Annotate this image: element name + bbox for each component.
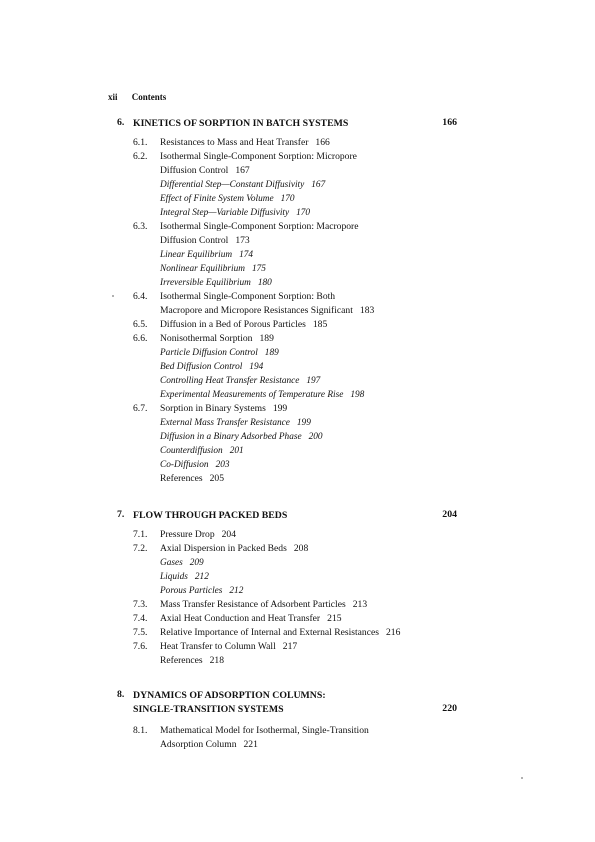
- toc-subentry: Particle Diffusion Control 189: [160, 348, 279, 358]
- toc-subentry: Co-Diffusion 203: [160, 460, 230, 470]
- entry-text: Relative Importance of Internal and External Resistances 216: [160, 627, 401, 638]
- toc-subentry: Nonlinear Equilibrium 175: [160, 264, 266, 274]
- entry-text: Isothermal Single-Component Sorption: Macropore: [160, 221, 359, 232]
- toc-subentry: External Mass Transfer Resistance 199: [160, 418, 311, 428]
- chapter-page: 220: [442, 703, 457, 714]
- entry-number: 6.6.: [133, 333, 148, 344]
- chapter-title: DYNAMICS OF ADSORPTION COLUMNS:: [133, 690, 326, 701]
- toc-subentry: Experimental Measurements of Temperature Rise 198: [160, 390, 365, 400]
- header-title: Contents: [131, 92, 167, 102]
- toc-subentry: Effect of Finite System Volume 170: [160, 194, 295, 204]
- entry-number: 8.1.: [133, 725, 148, 736]
- entry-text-continued: Diffusion Control 167: [160, 165, 250, 176]
- entry-text: Mathematical Model for Isothermal, Single-Transition: [160, 725, 369, 736]
- toc-subentry: Counterdiffusion 201: [160, 446, 244, 456]
- entry-number: 6.2.: [133, 151, 148, 162]
- toc-subentry: Porous Particles 212: [160, 586, 244, 596]
- toc-references: References 205: [160, 473, 225, 484]
- entry-text: Sorption in Binary Systems 199: [160, 403, 288, 414]
- toc-subentry: Controlling Heat Transfer Resistance 197: [160, 376, 321, 386]
- entry-text: Isothermal Single-Component Sorption: Both: [160, 291, 336, 302]
- chapter-number: 6.: [117, 117, 125, 128]
- entry-text-continued: Adsorption Column 221: [160, 739, 258, 750]
- entry-number: 6.1.: [133, 137, 148, 148]
- scan-speck: [521, 777, 523, 779]
- entry-number: 7.1.: [133, 529, 148, 540]
- entry-number: 7.2.: [133, 543, 148, 554]
- toc-subentry: Diffusion in a Binary Adsorbed Phase 200: [160, 432, 323, 442]
- toc-subentry: Differential Step—Constant Diffusivity 167: [160, 180, 326, 190]
- entry-text-continued: Diffusion Control 173: [160, 235, 250, 246]
- toc-subentry: Integral Step—Variable Diffusivity 170: [160, 208, 311, 218]
- entry-number: 6.3.: [133, 221, 148, 232]
- entry-text: Heat Transfer to Column Wall 217: [160, 641, 298, 652]
- entry-text: Axial Dispersion in Packed Beds 208: [160, 543, 309, 554]
- running-header: [108, 92, 166, 102]
- toc-subentry: Gases 209: [160, 558, 204, 568]
- chapter-heading: [117, 117, 457, 131]
- scan-speck: [112, 295, 114, 297]
- entry-text: Mass Transfer Resistance of Adsorbent Particles 213: [160, 599, 368, 610]
- chapter-title: FLOW THROUGH PACKED BEDS: [133, 510, 288, 521]
- chapter-number: 8.: [117, 689, 125, 700]
- toc-subentry: Linear Equilibrium 174: [160, 250, 254, 260]
- toc-subentry: Irreversible Equilibrium 180: [160, 278, 272, 288]
- toc-subentry: Liquids 212: [160, 572, 209, 582]
- entry-number: 6.5.: [133, 319, 148, 330]
- entry-text: Isothermal Single-Component Sorption: Micropore: [160, 151, 357, 162]
- toc-subentry: Bed Diffusion Control 194: [160, 362, 264, 372]
- entry-number: 7.6.: [133, 641, 148, 652]
- chapter-page: 204: [442, 509, 457, 520]
- entry-number: 6.4.: [133, 291, 148, 302]
- entry-text: Pressure Drop 204: [160, 529, 237, 540]
- chapter-title-line2: SINGLE-TRANSITION SYSTEMS: [133, 704, 284, 715]
- entry-number: 7.4.: [133, 613, 148, 624]
- toc-references: References 218: [160, 655, 225, 666]
- entry-number: 7.5.: [133, 627, 148, 638]
- entry-text: Diffusion in a Bed of Porous Particles 185: [160, 319, 328, 330]
- chapter-heading: [117, 689, 457, 717]
- chapter-page: 166: [442, 117, 457, 128]
- entry-text: Resistances to Mass and Heat Transfer 166: [160, 137, 330, 148]
- entry-text-continued: Macropore and Micropore Resistances Significant 183: [160, 305, 375, 316]
- entry-text: Nonisothermal Sorption 189: [160, 333, 274, 344]
- chapter-heading: [117, 509, 457, 523]
- header-page-number: xii: [108, 92, 118, 102]
- entry-text: Axial Heat Conduction and Heat Transfer 215: [160, 613, 342, 624]
- chapter-title: KINETICS OF SORPTION IN BATCH SYSTEMS: [133, 118, 349, 129]
- entry-number: 7.3.: [133, 599, 148, 610]
- chapter-number: 7.: [117, 509, 125, 520]
- entry-number: 6.7.: [133, 403, 148, 414]
